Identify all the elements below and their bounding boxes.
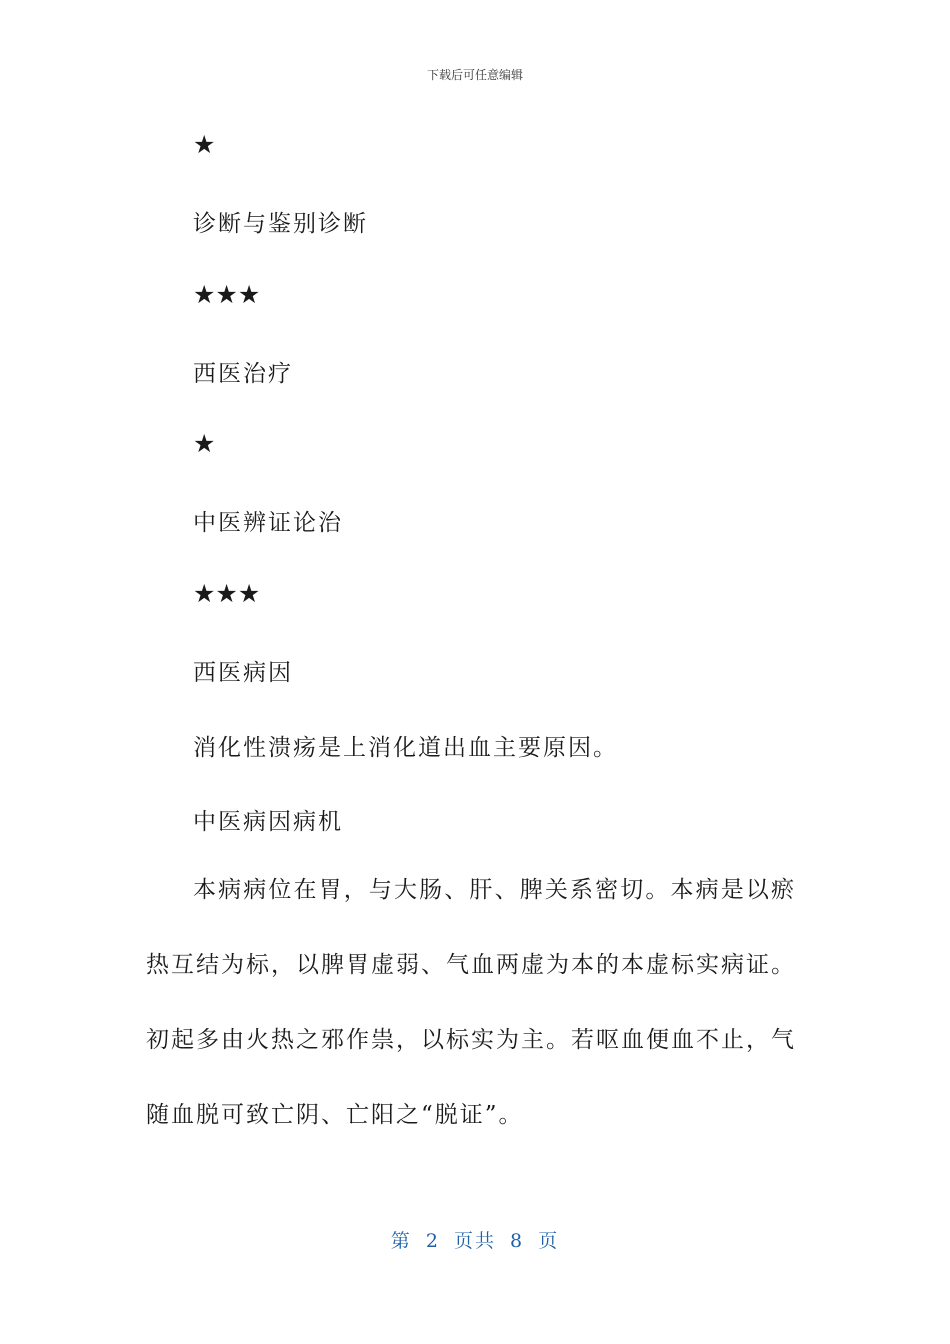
rating-stars-3: ★ bbox=[193, 429, 216, 458]
footer-total-pages: 8 bbox=[510, 1230, 525, 1252]
footer-page-number: 2 bbox=[425, 1230, 440, 1252]
rating-stars-2: ★★★ bbox=[193, 280, 261, 309]
heading-tcm-treatment: 中医辨证论治 bbox=[193, 510, 343, 536]
heading-diagnosis: 诊断与鉴别诊断 bbox=[193, 211, 368, 237]
heading-western-treatment: 西医治疗 bbox=[193, 361, 293, 387]
heading-tcm-etiology: 中医病因病机 bbox=[193, 809, 343, 835]
page-header: 下载后可任意编辑 bbox=[426, 68, 523, 82]
etiology-text: 消化性溃疡是上消化道出血主要原因。 bbox=[193, 735, 618, 761]
rating-stars-4: ★★★ bbox=[193, 579, 261, 608]
page-footer bbox=[0, 1226, 950, 1253]
heading-western-etiology: 西医病因 bbox=[193, 660, 293, 686]
footer-middle: 页共 bbox=[453, 1230, 496, 1252]
footer-suffix: 页 bbox=[538, 1230, 560, 1252]
pathogenesis-paragraph: 本病病位在胃，与大肠、肝、脾关系密切。本病是以瘀热互结为标，以脾胃虚弱、气血两虚为本的本虚标实病证。初起多由火热之邪作祟，以标实为主。若呕血便血不止，气随血脱可致亡阴、亡阳之“脱证”。 bbox=[146, 877, 796, 1128]
footer-prefix: 第 bbox=[390, 1230, 412, 1252]
rating-stars-1: ★ bbox=[193, 130, 216, 159]
